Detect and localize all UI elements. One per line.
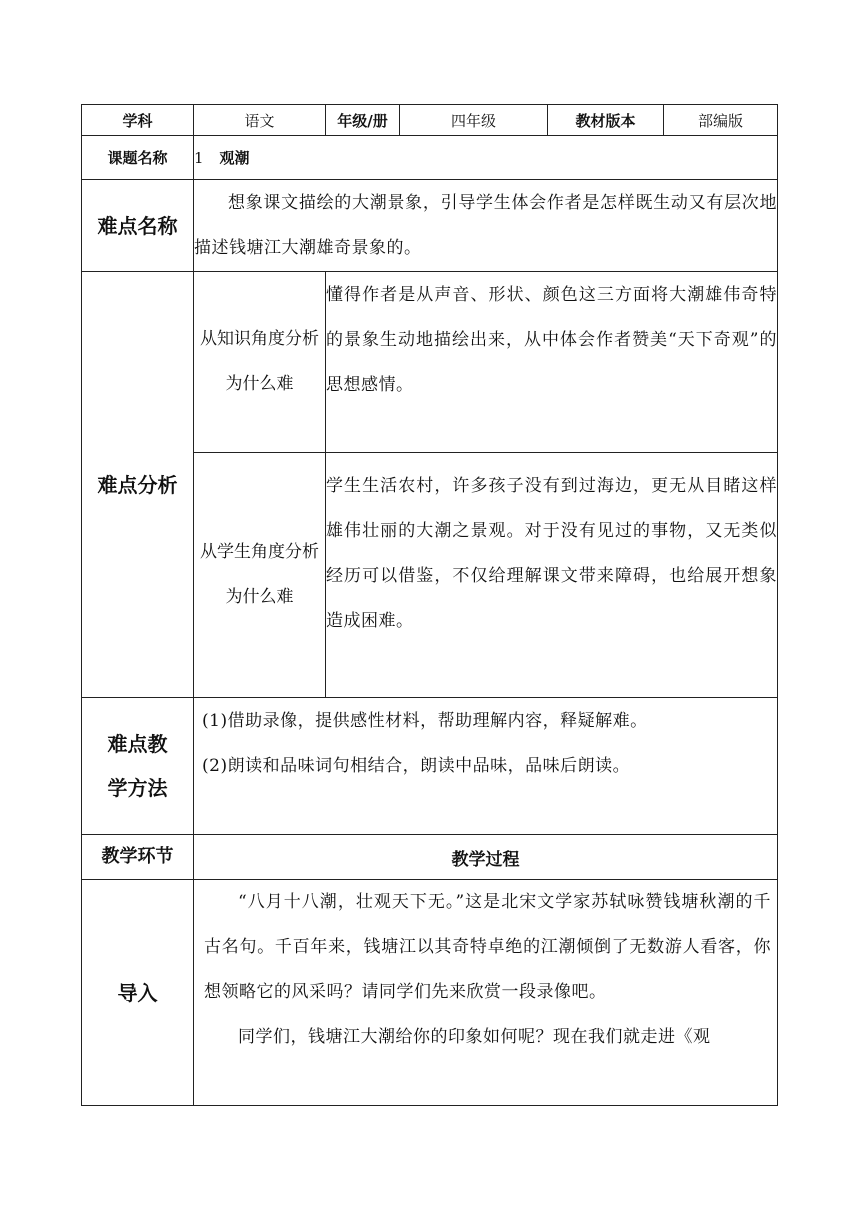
difficulty-name-label: 难点名称: [82, 180, 194, 272]
lesson-number: 1: [194, 149, 204, 167]
edition-label: 教材版本: [548, 105, 664, 136]
student-angle-label: 从学生角度分析为什么难: [194, 453, 326, 698]
intro-label: 导入: [82, 880, 194, 1106]
student-angle-text: 学生生活农村，许多孩子没有到过海边，更无从目睹这样雄伟壮丽的大潮之景观。对于没有见过的事物，又无类似经历可以借鉴，不仅给理解课文带来障碍，也给展开想象造成困难。: [326, 453, 778, 698]
difficulty-name-text: 想象课文描绘的大潮景象，引导学生体会作者是怎样既生动又有层次地描述钱塘江大潮雄奇景象的。: [194, 180, 778, 272]
edition-value: 部编版: [664, 105, 778, 136]
difficulty-analysis-label: 难点分析: [82, 272, 194, 698]
difficulty-name-row: [82, 180, 778, 272]
process-header-row: [82, 835, 778, 880]
subject-value: 语文: [194, 105, 326, 136]
intro-row: [82, 880, 778, 1106]
method-item: (1)借助录像，提供感性材料，帮助理解内容，释疑解难。: [202, 711, 648, 731]
lesson-plan-table: [81, 104, 778, 1106]
lesson-title-label: 课题名称: [82, 136, 194, 180]
subject-label: 学科: [82, 105, 194, 136]
process-header: 教学过程: [194, 835, 778, 880]
knowledge-angle-label: 从知识角度分析为什么难: [194, 272, 326, 453]
lesson-title: 观潮: [219, 149, 250, 167]
method-label: 难点教学方法: [82, 698, 194, 835]
step-header: 教学环节: [82, 835, 194, 880]
header-row: [82, 105, 778, 136]
grade-value: 四年级: [400, 105, 548, 136]
grade-label: 年级/册: [326, 105, 400, 136]
intro-paragraph-2: 同学们，钱塘江大潮给你的印象如何呢？现在我们就走进《观: [238, 1027, 711, 1047]
method-cell: [194, 698, 778, 835]
analysis-knowledge-row: [82, 272, 778, 453]
intro-cell: [194, 880, 778, 1106]
method-item: (2)朗读和品味词句相结合，朗读中品味，品味后朗读。: [202, 756, 631, 776]
intro-paragraph-1: “八月十八潮，壮观天下无。”这是北宋文学家苏轼咏赞钱塘秋潮的千古名句。千百年来，钱塘江以其奇特卓绝的江潮倾倒了无数游人看客，你想领略它的风采吗？请同学们先来欣赏一段录像吧。: [204, 892, 771, 1002]
method-row: [82, 698, 778, 835]
lesson-title-cell: [194, 136, 778, 180]
lesson-title-row: [82, 136, 778, 180]
knowledge-angle-text: 懂得作者是从声音、形状、颜色这三方面将大潮雄伟奇特的景象生动地描绘出来，从中体会作者赞美“天下奇观”的思想感情。: [326, 272, 778, 453]
